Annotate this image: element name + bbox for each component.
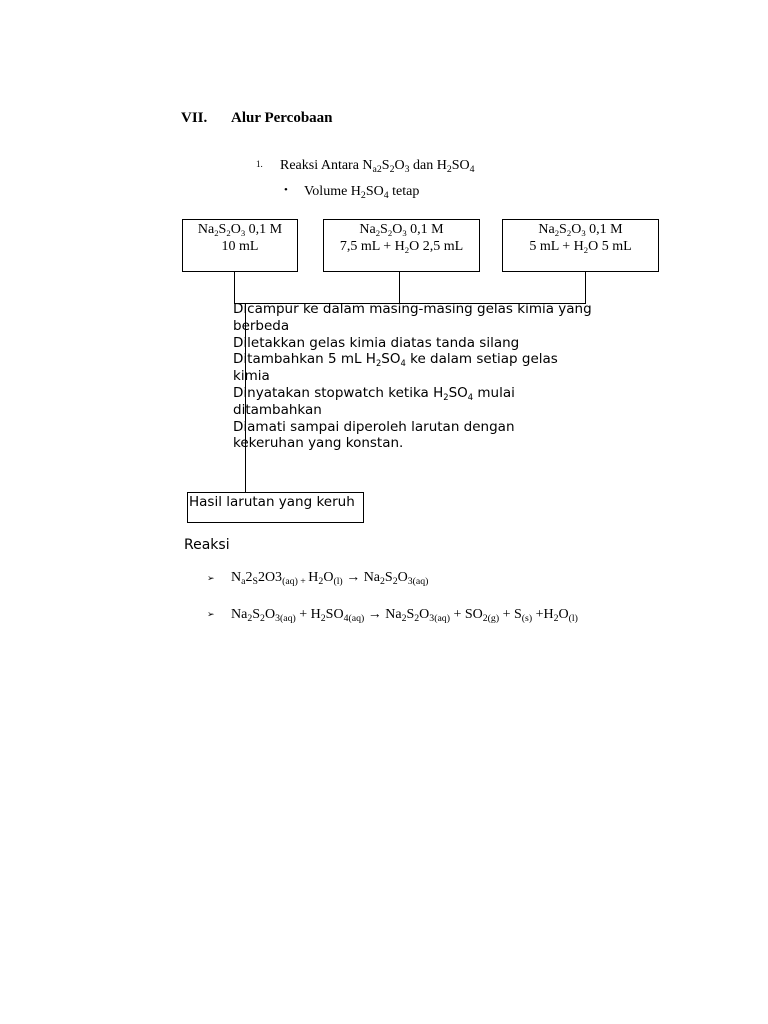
reagent-box-line2: 7,5 mL + $H_2O$ 2,5 mL bbox=[339, 239, 464, 255]
connector-line bbox=[585, 271, 586, 304]
reagent-box-line1: $Na_2S_2O_3$ 0,1 M bbox=[197, 222, 283, 238]
subsection-title: Reaksi Antara $N_{a2}S_2O_3$ dan $H_2SO_4$ bbox=[280, 158, 475, 175]
step-5: Diamati sampai diperoleh larutan dengan kekeruhan yang konstan. bbox=[233, 418, 515, 452]
subsection-number: 1. bbox=[256, 159, 263, 169]
arrowhead-bullet-icon: ➢ bbox=[207, 573, 215, 583]
reaction-1: $N_a2_S2O3_{(aq)}$ $_+$ $H_2O_{(l)} \to Na_2S_2O_{3(aq)}$ bbox=[231, 570, 429, 587]
reaksi-label: Reaksi bbox=[184, 537, 230, 553]
bullet-dot-icon: • bbox=[284, 184, 288, 196]
reagent-box-line1: $Na_2S_2O_3$ 0,1 M bbox=[359, 222, 444, 238]
section-number: VII. bbox=[181, 110, 208, 126]
reagent-box-line2: 10 mL bbox=[221, 239, 259, 254]
arrowhead-bullet-icon: ➢ bbox=[207, 609, 215, 619]
result-box: Hasil larutan yang keruh bbox=[187, 492, 364, 523]
connector-line bbox=[399, 271, 400, 304]
reagent-box-2 bbox=[323, 219, 480, 272]
connector-line bbox=[234, 271, 235, 304]
reagent-box-line2: 5 mL + $H_2O$ 5 mL bbox=[529, 239, 632, 255]
bullet-text: Volume $H_2SO_4$ tetap bbox=[304, 184, 420, 201]
procedure-steps bbox=[233, 301, 593, 452]
step-3: Ditambahkan 5 mL $H_2SO_4$ ke dalam setiap gelas kimia bbox=[233, 351, 558, 385]
section-title: Alur Percobaan bbox=[231, 110, 333, 126]
reagent-box-1 bbox=[182, 219, 298, 272]
reagent-box-line1: $Na_2S_2O_3$ 0,1 M bbox=[538, 222, 623, 238]
reagent-box-3 bbox=[502, 219, 659, 272]
step-4: Dinyatakan stopwatch ketika $H_2SO_4$ mulai ditambahkan bbox=[233, 384, 515, 418]
step-2: Diletakkan gelas kimia diatas tanda silang bbox=[233, 334, 520, 351]
step-1: Dicampur ke dalam masing-masing gelas kimia yang berbeda bbox=[233, 301, 592, 334]
reaction-2: $Na_2S_2O_{3(aq)} + H_2SO_{4(aq)} \to Na_2S_2O_{3(aq)} + SO_{2(g)} + S_{(s)} +H_2O_{(l)}$ bbox=[231, 607, 578, 624]
